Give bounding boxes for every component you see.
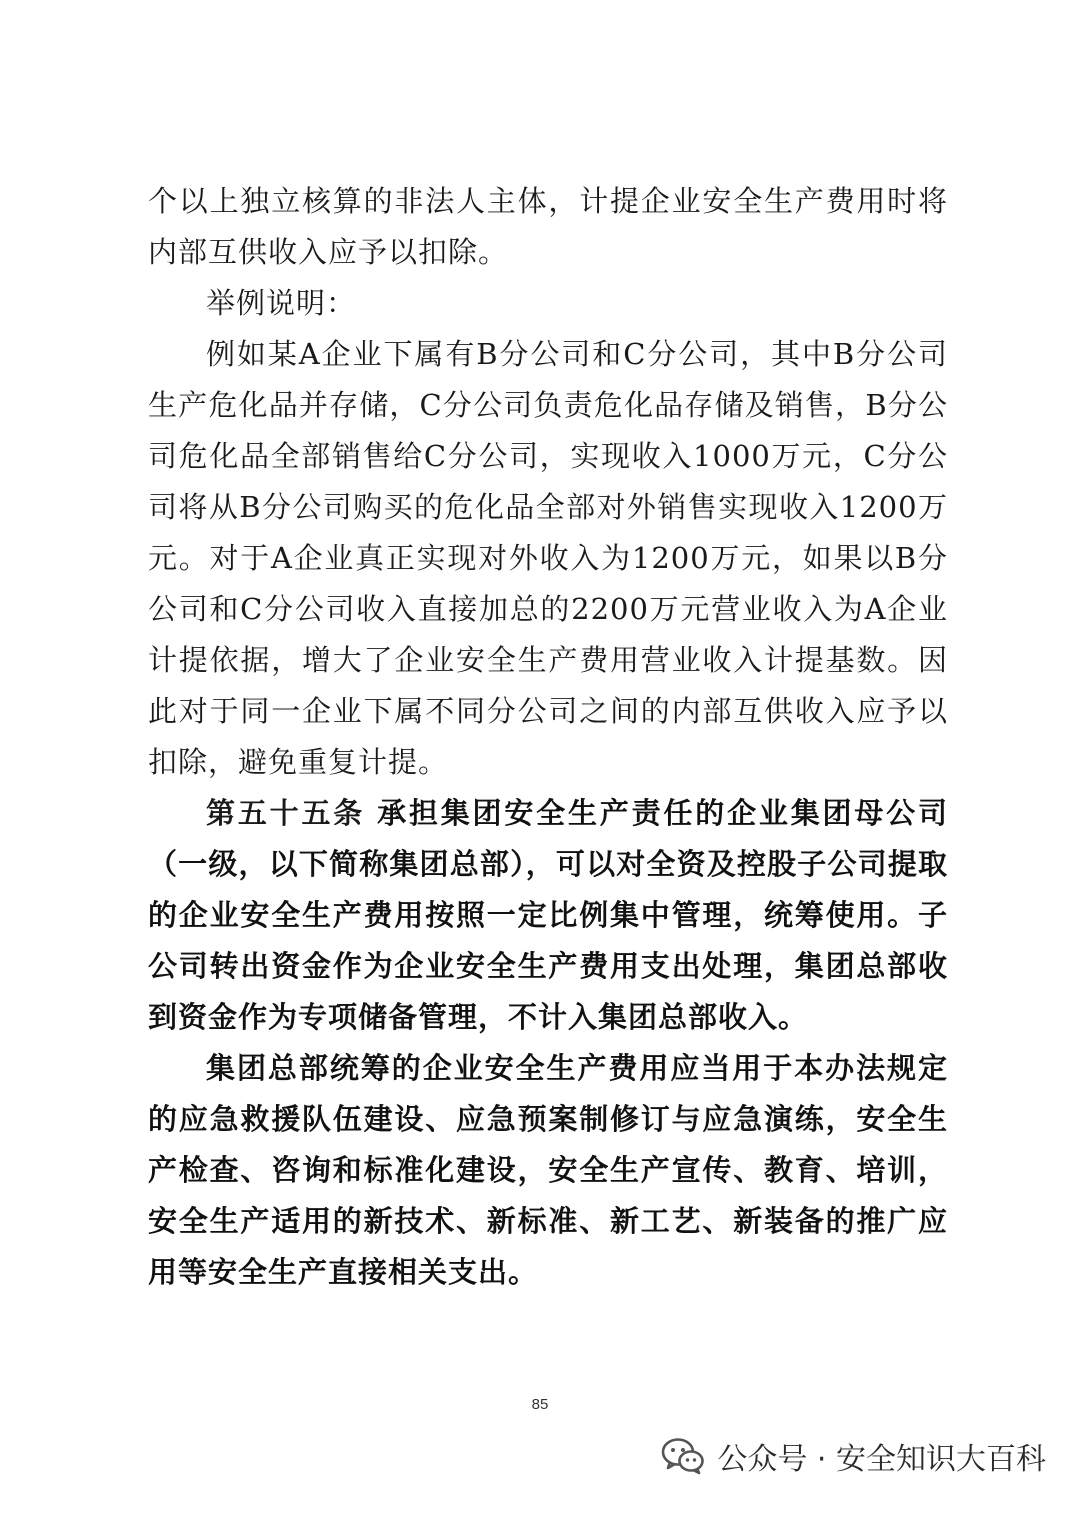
paragraph-group-funds: 集团总部统筹的企业安全生产费用应当用于本办法规定的应急救援队伍建设、应急预案制修订与应急演练，安全生产检查、咨询和标准化建设，安全生产宣传、教育、培训，安全生产适用的新技术、新标准、新工艺、新装备的推广应用等安全生产直接相关支出。 [148, 1051, 948, 1289]
article-heading: 第五十五条 [206, 796, 366, 830]
document-body [148, 176, 948, 1298]
article-55 [148, 788, 948, 1043]
watermark-text: 公众号 · 安全知识大百科 [717, 1442, 1046, 1477]
paragraph-example: 例如某A企业下属有B分公司和C分公司，其中B分公司生产危化品并存储，C分公司负责危化品存储及销售，B分公司危化品全部销售给C分公司，实现收入1000万元，C分公司将从B分公司购买的危化品全部对外销售实现收入1200万元。对于A企业真正实现对外收入为1200万元，如果以B分公司和C分公司收入直接加总的2200万元营业收入为A企业计提依据，增大了企业安全生产费用营业收入计提基数。因此对于同一企业下属不同分公司之间的内部互供收入应予以扣除，避免重复计提。 [148, 337, 948, 779]
paragraph-continuation: 个以上独立核算的非法人主体，计提企业安全生产费用时将内部互供收入应予以扣除。 [148, 184, 948, 269]
article-body: 承担集团安全生产责任的企业集团母公司（一级，以下简称集团总部），可以对全资及控股子公司提取的企业安全生产费用按照一定比例集中管理，统筹使用。子公司转出资金作为企业安全生产费用支出处理，集团总部收到资金作为专项储备管理，不计入集团总部收入。 [148, 796, 948, 1034]
page-number: 85 [531, 1396, 549, 1413]
watermark [661, 1434, 1046, 1478]
wechat-icon [661, 1436, 705, 1476]
paragraph-example-title: 举例说明： [206, 286, 357, 320]
